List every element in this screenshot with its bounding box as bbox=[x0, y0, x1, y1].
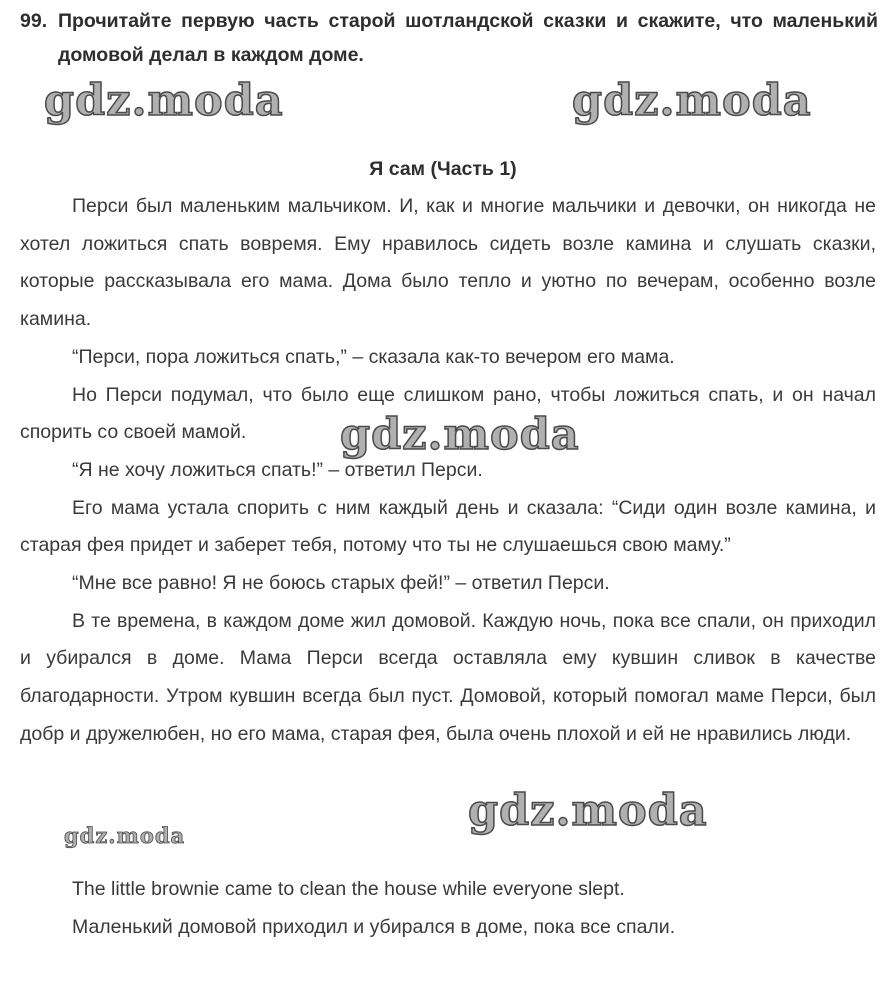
answer-block bbox=[20, 871, 876, 946]
story-paragraph: “Мне все равно! Я не боюсь старых фей!” – ответил Перси. bbox=[72, 572, 610, 595]
task-instruction: Прочитайте первую часть старой шотландской сказки и скажите, что маленький домовой делал в каждом доме. bbox=[58, 10, 878, 66]
watermark: gdz.moda bbox=[572, 76, 812, 126]
answer-english: The little brownie came to clean the house while everyone slept. bbox=[72, 878, 625, 900]
watermark: gdz.moda bbox=[340, 410, 580, 460]
story-paragraph: Перси был маленьким мальчиком. И, как и многие мальчики и девочки, он никогда не хотел ложиться спать вовремя. Ему нравилось сидеть возле камина и слушать сказки, которые рассказывала его мама. Дома было тепло и уютно по вечерам, особенно возле камина. bbox=[20, 195, 876, 331]
story-body bbox=[20, 188, 876, 754]
task-heading bbox=[20, 4, 878, 72]
story-paragraph: Его мама устала спорить с ним каждый день и сказала: “Сиди один возле камина, и старая фея придет и заберет тебя, потому что ты не слушаешься свою маму.” bbox=[20, 496, 876, 557]
story-paragraph: “Перси, пора ложиться спать,” – сказала как-то вечером его мама. bbox=[72, 345, 675, 368]
story-paragraph: “Я не хочу ложиться спать!” – ответил Перси. bbox=[72, 458, 483, 481]
story-paragraph: Но Перси подумал, что было еще слишком рано, чтобы ложиться спать, и он начал спорить со своей мамой. bbox=[20, 383, 876, 444]
story-title: Я сам (Часть 1) bbox=[369, 158, 517, 180]
task-number: 99. bbox=[20, 10, 48, 32]
watermark: gdz.moda bbox=[468, 786, 708, 836]
answer-russian: Маленький домовой приходил и убирался в доме, пока все спали. bbox=[72, 915, 676, 938]
watermark: gdz.moda bbox=[44, 76, 284, 126]
watermark: gdz.moda bbox=[64, 823, 186, 848]
story-paragraph: В те времена, в каждом доме жил домовой. Каждую ночь, пока все спали, он приходил и убирался в доме. Мама Перси всегда оставляла ему кувшин сливок в качестве благодарности. Утром кувшин всегда был пуст. Домовой, который помогал маме Перси, был добр и дружелюбен, но его мама, старая фея, была очень плохой и ей не нравились люди. bbox=[20, 609, 876, 745]
